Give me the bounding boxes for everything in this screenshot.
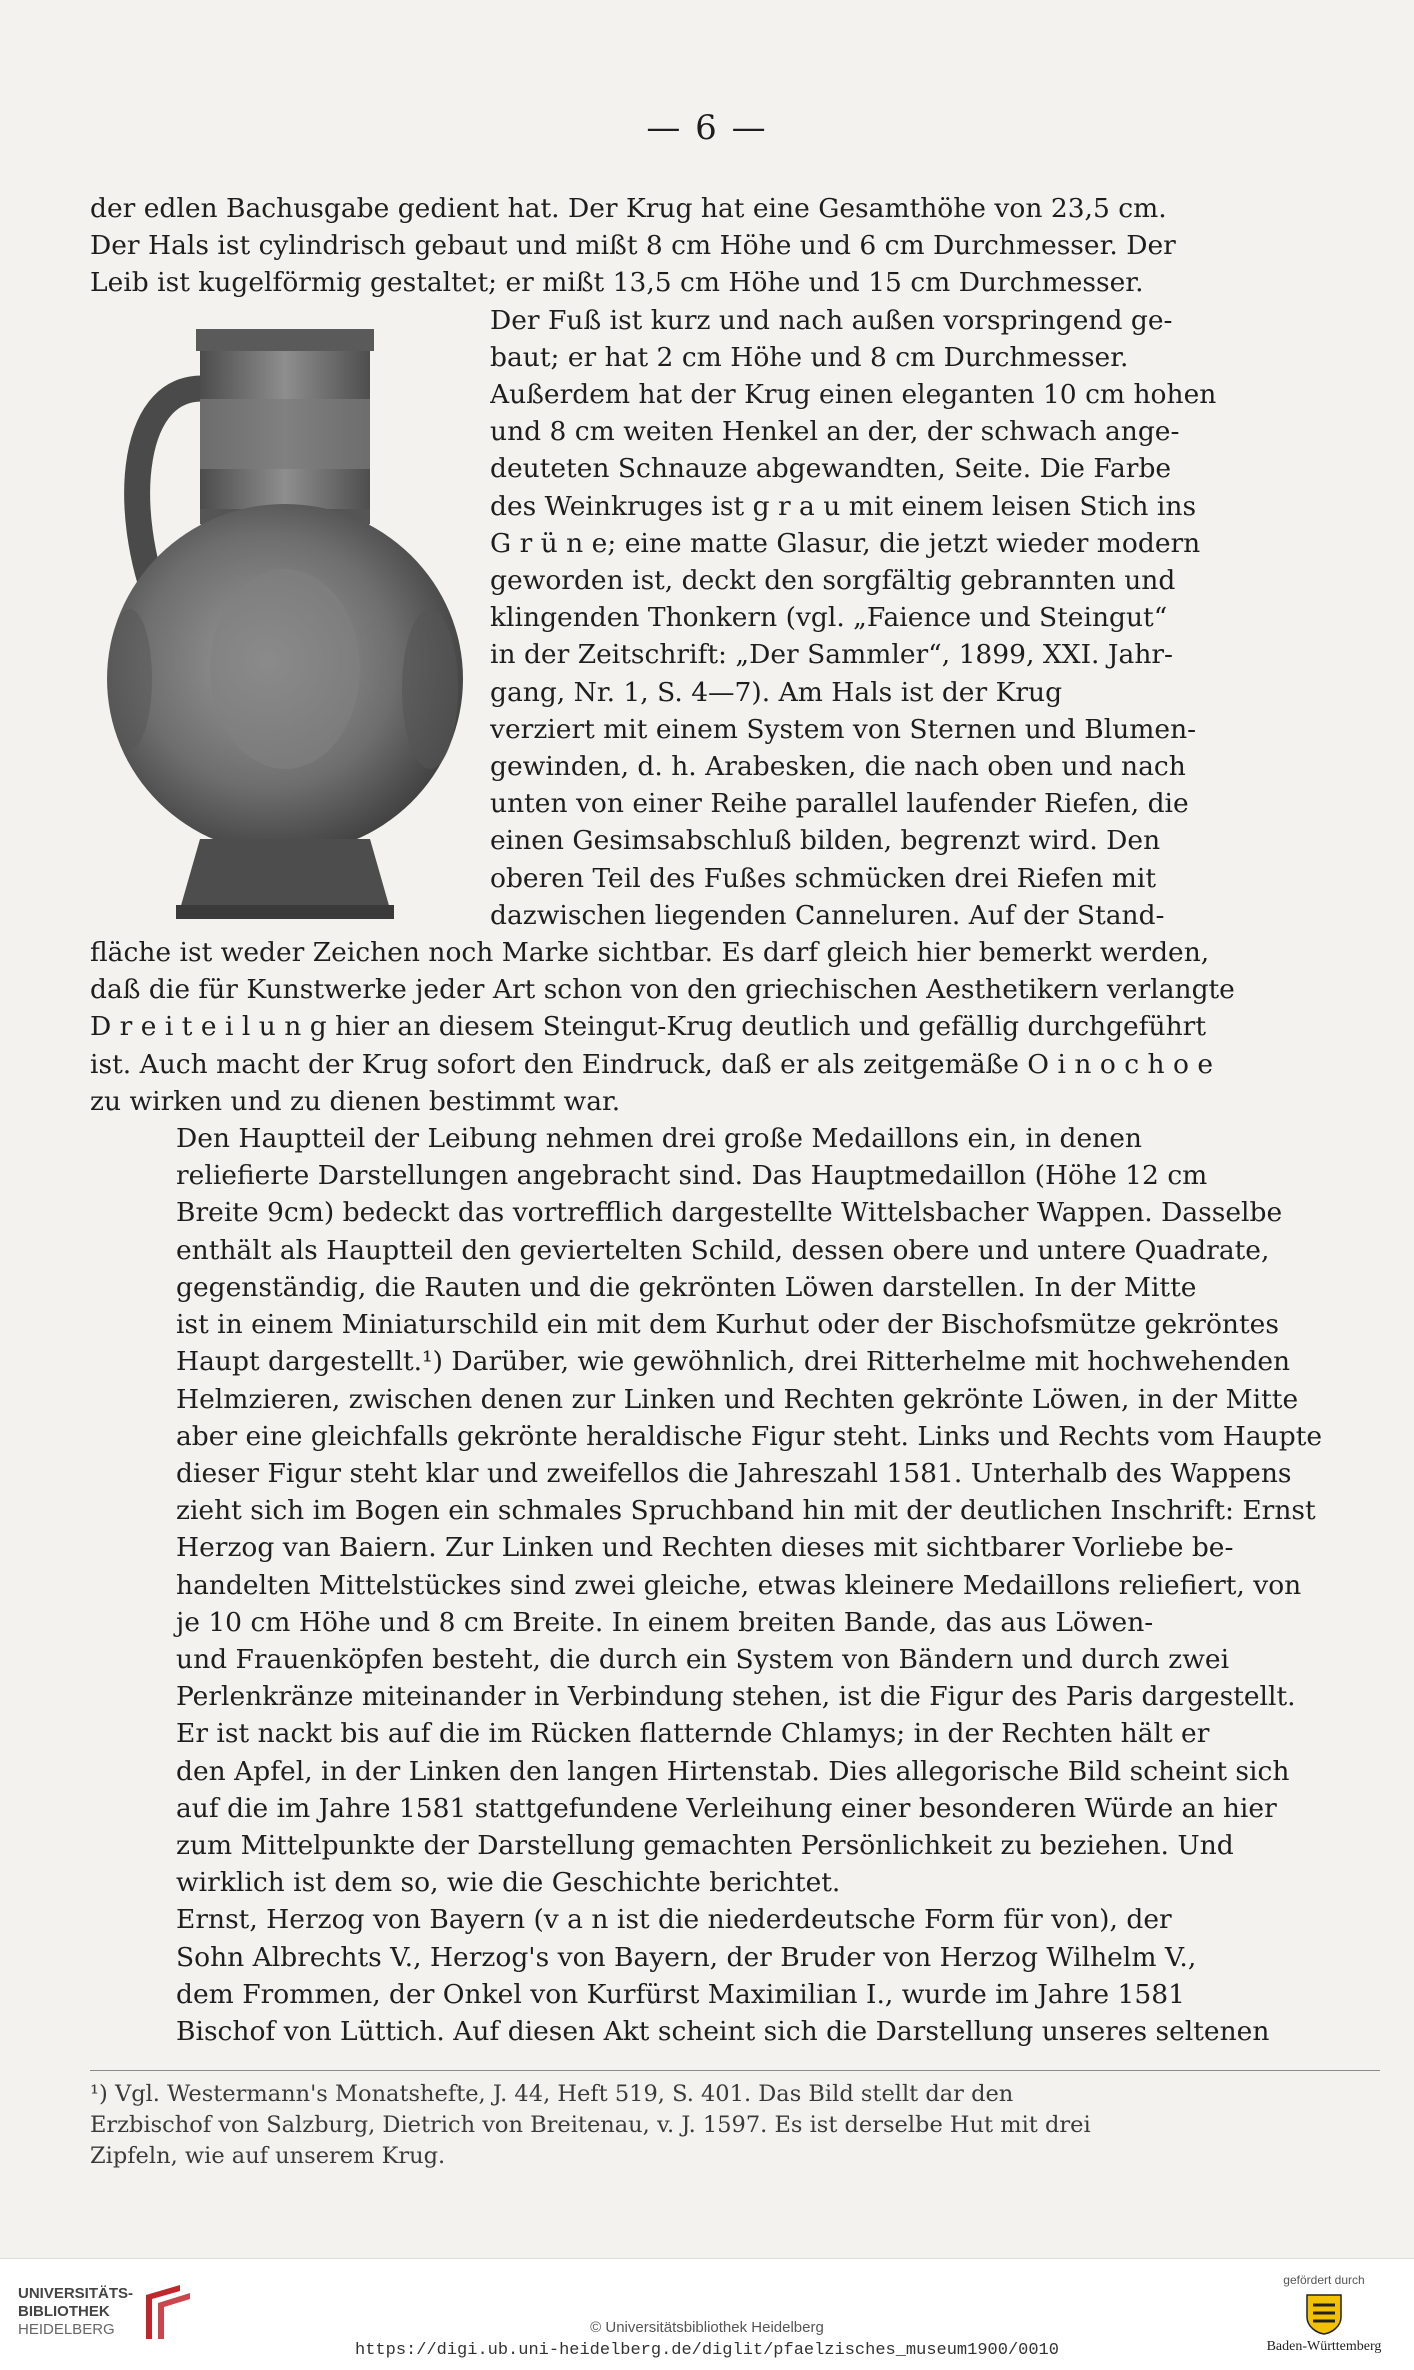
funder-name: Baden-Württemberg — [1266, 2339, 1382, 2354]
text-line: Haupt dargestellt.¹) Darüber, wie gewöhnlich, drei Ritterhelme mit hochwehenden — [176, 1346, 1291, 1378]
page-number: — 6 — — [646, 108, 768, 148]
funder-label: gefördert durch — [1283, 2273, 1365, 2287]
text-line: dazwischen liegenden Canneluren. Auf der Stand- — [490, 899, 1165, 931]
text-line: verziert mit einem System von Sternen und Blumen- — [490, 713, 1197, 745]
text-line: Der Fuß ist kurz und nach außen vorspringend ge- — [490, 304, 1173, 336]
text-line: geworden ist, deckt den sorgfältig gebrannten und — [490, 565, 1176, 597]
text-line: wirklich ist dem so, wie die Geschichte berichtet. — [176, 1867, 841, 1899]
library-name-line2: BIBLIOTHEK — [18, 2303, 110, 2320]
text-line: handelten Mittelstückes sind zwei gleiche, etwas kleinere Medaillons reliefiert, von — [176, 1569, 1302, 1601]
text-line: daß die für Kunstwerke jeder Art schon von den griechischen Aesthetikern verlangte — [90, 974, 1235, 1006]
text-line: reliefierte Darstellungen angebracht sind. Das Hauptmedaillon (Höhe 12 cm — [176, 1160, 1208, 1192]
copyright-notice: © Universitätsbibliothek Heidelberg — [590, 2319, 824, 2336]
text-line: baut; er hat 2 cm Höhe und 8 cm Durchmesser. — [490, 341, 1129, 373]
text-line: Breite 9cm) bedeckt das vortrefflich dargestellte Wittelsbacher Wappen. Dasselbe — [176, 1197, 1283, 1229]
text-line: den Apfel, in der Linken den langen Hirtenstab. Dies allegorische Bild scheint sich — [176, 1755, 1290, 1787]
body-text — [90, 190, 1380, 2050]
text-line: Den Hauptteil der Leibung nehmen drei große Medaillons ein, in denen — [176, 1123, 1142, 1155]
state-crest-icon — [1305, 2293, 1343, 2335]
text-line: deuteten Schnauze abgewandten, Seite. Die Farbe — [490, 453, 1172, 485]
text-line: zieht sich im Bogen ein schmales Spruchband hin mit der deutlichen Inschrift: Ernst — [176, 1495, 1316, 1527]
text-line: Helmzieren, zwischen denen zur Linken und Rechten gekrönte Löwen, in der Mitte — [176, 1383, 1299, 1415]
text-line: aber eine gleichfalls gekrönte heraldische Figur steht. Links und Rechts vom Haupte — [176, 1420, 1323, 1452]
footnote-line: ¹) Vgl. Westermann's Monatshefte, J. 44, Heft 519, S. 401. Das Bild stellt dar den — [90, 2081, 1014, 2107]
text-line: Perlenkränze miteinander in Verbindung stehen, ist die Figur des Paris dargestellt. — [176, 1681, 1296, 1713]
text-line: in der Zeitschrift: „Der Sammler“, 1899, XXI. Jahr- — [490, 639, 1174, 671]
text-line: gewinden, d. h. Arabesken, die nach oben und nach — [490, 751, 1186, 783]
digitization-footer — [0, 2258, 1414, 2370]
text-line: G r ü n e; eine matte Glasur, die jetzt wieder modern — [490, 527, 1201, 559]
funder-logo — [1254, 2273, 1394, 2355]
text-line: zu wirken und zu dienen bestimmt war. — [90, 1085, 621, 1117]
text-line: dieser Figur steht klar und zweifellos die Jahreszahl 1581. Unterhalb des Wappens — [176, 1457, 1292, 1489]
paragraph-1 — [90, 190, 1380, 1120]
text-line: dem Frommen, der Onkel von Kurfürst Maximilian I., wurde im Jahre 1581 — [176, 1978, 1185, 2010]
text-line: und Frauenköpfen besteht, die durch ein System von Bändern und durch zwei — [176, 1643, 1230, 1675]
text-line: Außerdem hat der Krug einen eleganten 10 cm hohen — [490, 379, 1217, 411]
text-line: oberen Teil des Fußes schmücken drei Riefen mit — [490, 862, 1156, 894]
text-line: Bischof von Lüttich. Auf diesen Akt scheint sich die Darstellung unseres seltenen — [176, 2015, 1270, 2047]
text-line: D r e i t e i l u n g hier an diesem Steingut-Krug deutlich und gefällig durchgeführt — [90, 1011, 1207, 1043]
text-line: enthält als Hauptteil den geviertelten Schild, dessen obere und untere Quadrate, — [176, 1234, 1270, 1266]
footnote-line: Zipfeln, wie auf unserem Krug. — [90, 2143, 446, 2169]
stoneware-jug-illustration — [90, 309, 468, 921]
library-name-line1: UNIVERSITÄTS- — [18, 2285, 134, 2302]
text-line: Er ist nackt bis auf die im Rücken flatternde Chlamys; in der Rechten hält er — [176, 1718, 1210, 1750]
text-line: ist in einem Miniaturschild ein mit dem Kurhut oder der Bischofsmütze gekröntes — [176, 1309, 1279, 1341]
footnote-line: Erzbischof von Salzburg, Dietrich von Breitenau, v. J. 1597. Es ist derselbe Hut mit drei — [90, 2112, 1091, 2138]
text-line: gegenständig, die Rauten und die gekrönten Löwen darstellen. In der Mitte — [176, 1271, 1197, 1303]
permalink-url[interactable]: https://digi.ub.uni-heidelberg.de/diglit/pfaelzisches_museum1900/0010 — [355, 2341, 1059, 2360]
text-line: Ernst, Herzog von Bayern (v a n ist die niederdeutsche Form für von), der — [176, 1904, 1172, 1936]
library-name-line3: HEIDELBERG — [18, 2321, 115, 2338]
text-line: auf die im Jahre 1581 stattgefundene Verleihung einer besonderen Würde an hier — [176, 1792, 1277, 1824]
text-line: zum Mittelpunkte der Darstellung gemachten Persönlichkeit zu beziehen. Und — [176, 1829, 1234, 1861]
text-line: und 8 cm weiten Henkel an der, der schwach ange- — [490, 416, 1180, 448]
paragraph-3 — [90, 1901, 1380, 2050]
text-line: einen Gesimsabschluß bilden, begrenzt wird. Den — [490, 825, 1161, 857]
text-line: klingenden Thonkern (vgl. „Faience und Steingut“ — [490, 602, 1168, 634]
text-line: der edlen Bachusgabe gedient hat. Der Krug hat eine Gesamthöhe von 23,5 cm. — [90, 193, 1167, 224]
text-line: fläche ist weder Zeichen noch Marke sichtbar. Es darf gleich hier bemerkt werden, — [90, 937, 1210, 969]
text-line: je 10 cm Höhe und 8 cm Breite. In einem breiten Bande, das aus Löwen- — [176, 1606, 1154, 1638]
text-line: Herzog van Baiern. Zur Linken und Rechten dieses mit sichtbarer Vorliebe be- — [176, 1532, 1234, 1564]
text-line: des Weinkruges ist g r a u mit einem leisen Stich ins — [490, 490, 1197, 522]
footnotes — [90, 2070, 1380, 2172]
text-line: Der Hals ist cylindrisch gebaut und mißt 8 cm Höhe und 6 cm Durchmesser. Der — [90, 230, 1176, 262]
text-line: Sohn Albrechts V., Herzog's von Bayern, der Bruder von Herzog Wilhelm V., — [176, 1941, 1197, 1973]
text-line: unten von einer Reihe parallel laufender Riefen, die — [490, 788, 1189, 820]
text-line: gang, Nr. 1, S. 4—7). Am Hals ist der Krug — [490, 676, 1063, 708]
paragraph-2 — [90, 1120, 1380, 1901]
text-line: ist. Auch macht der Krug sofort den Eindruck, daß er als zeitgemäße O i n o c h o e — [90, 1048, 1214, 1080]
text-line: Leib ist kugelförmig gestaltet; er mißt 13,5 cm Höhe und 15 cm Durchmesser. — [90, 267, 1144, 299]
